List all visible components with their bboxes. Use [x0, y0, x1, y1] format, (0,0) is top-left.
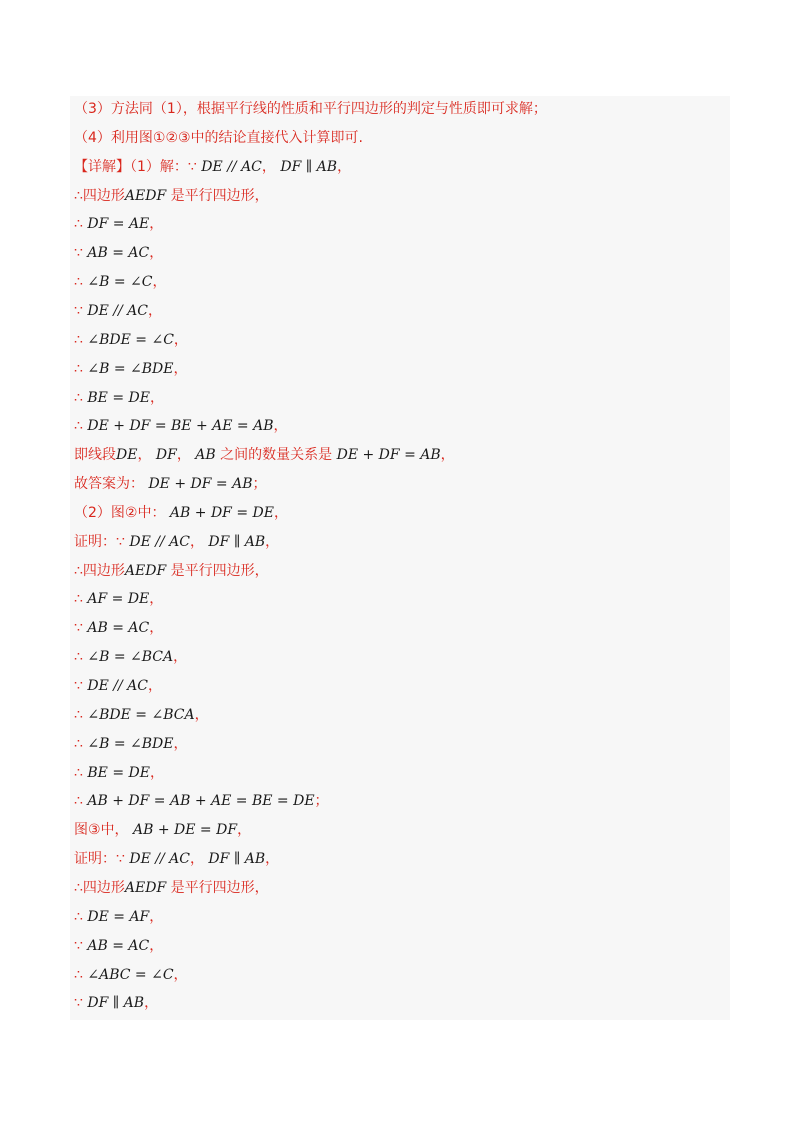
text-segment: ， — [265, 533, 280, 550]
logic-symbol: ∵ — [74, 995, 83, 1012]
text-segment: 【详解】 — [74, 158, 130, 175]
math-expression: DF ∥ AB — [203, 533, 266, 550]
logic-symbol: ∴ — [74, 591, 83, 608]
text-segment: ， — [152, 274, 167, 291]
math-expression: DE + DF = AB — [144, 476, 253, 493]
solution-line — [74, 847, 279, 871]
text-segment: ， — [149, 216, 164, 233]
solution-line — [74, 126, 363, 150]
logic-symbol: ∴ — [74, 793, 83, 810]
math-expression: DE // AC — [196, 158, 262, 175]
solution-line — [74, 905, 163, 929]
math-expression: ∠B = ∠BCA — [82, 649, 174, 666]
math-expression: DE = AF — [82, 908, 150, 925]
logic-symbol: ∴ — [74, 649, 83, 666]
text-segment: ， — [149, 764, 164, 781]
solution-line — [74, 184, 269, 208]
solution-line — [74, 732, 187, 756]
text-segment: 图③中， — [74, 822, 129, 839]
math-expression: DE + DF = BE + AE = AB — [82, 418, 274, 435]
text-segment: 故答案为： — [74, 476, 144, 493]
text-segment: ， — [337, 158, 352, 175]
logic-symbol: ∴ — [74, 331, 83, 348]
logic-symbol: ∴ — [74, 908, 83, 925]
logic-symbol: ∴ — [74, 706, 83, 723]
text-segment: ， — [189, 851, 204, 868]
solution-line — [74, 703, 209, 727]
text-segment: ， — [173, 735, 188, 752]
math-expression: ∠B = ∠BDE — [82, 735, 174, 752]
text-segment: 证明： — [74, 851, 116, 868]
math-expression: BE = DE — [82, 764, 150, 781]
text-segment: ， — [149, 937, 164, 954]
math-expression: AEDF — [124, 879, 167, 896]
solution-line — [74, 472, 267, 496]
text-segment: ， — [189, 533, 204, 550]
text-segment: ， — [440, 447, 455, 464]
math-expression: ∠BDE = ∠C — [82, 331, 174, 348]
solution-line — [74, 299, 162, 323]
logic-symbol: ∵ — [74, 245, 83, 262]
text-segment: 即线段 — [74, 447, 116, 464]
math-expression: AEDF — [124, 187, 167, 204]
text-segment: ， — [237, 822, 252, 839]
text-segment: ， — [149, 389, 164, 406]
solution-line — [74, 559, 269, 583]
solution-line — [74, 386, 164, 410]
text-segment: （3）方法同（1），根据平行线的性质和平行四边形的判定与性质即可求解； — [74, 101, 547, 117]
logic-symbol: ∵ — [187, 158, 197, 175]
text-segment: 之间的数量关系是 — [215, 447, 337, 464]
logic-symbol: ∵ — [116, 851, 125, 868]
text-segment: ， — [273, 418, 288, 435]
math-expression: DE // AC — [124, 533, 190, 550]
math-expression: AB = AC — [82, 245, 150, 262]
math-expression: DF = AE — [82, 216, 150, 233]
solution-line — [74, 761, 164, 785]
solution-line — [74, 587, 163, 611]
logic-symbol: ∴ — [74, 735, 83, 752]
text-segment: ， — [173, 649, 188, 666]
solution-line — [74, 270, 166, 294]
text-segment: ， — [144, 995, 159, 1012]
text-segment: 四边形 — [82, 187, 125, 204]
text-segment: ， — [149, 908, 164, 925]
logic-symbol: ∵ — [74, 302, 83, 319]
math-expression: AB + DF = AB + AE = BE = DE — [82, 793, 315, 810]
text-segment: ， — [173, 360, 188, 377]
math-expression: AEDF — [124, 562, 167, 579]
text-segment: 证明： — [74, 533, 116, 550]
text-segment: ， — [149, 620, 164, 637]
solution-line — [74, 241, 163, 265]
math-expression: DE — [116, 447, 138, 464]
text-segment: ， — [176, 447, 191, 464]
logic-symbol: ∵ — [74, 678, 83, 694]
logic-symbol: ∵ — [74, 937, 83, 954]
logic-symbol: ∴ — [74, 389, 83, 406]
text-segment: ； — [314, 793, 329, 810]
text-segment: 四边形 — [82, 562, 125, 579]
text-segment: ， — [147, 302, 162, 319]
logic-symbol: ∴ — [74, 360, 83, 377]
math-expression: DE // AC — [124, 851, 190, 868]
math-expression: BE = DE — [82, 389, 150, 406]
solution-line — [74, 155, 351, 179]
solution-line — [74, 991, 158, 1015]
logic-symbol: ∵ — [74, 620, 83, 637]
solution-line — [74, 501, 288, 525]
solution-line — [74, 357, 187, 381]
text-segment: ， — [261, 158, 276, 175]
solution-line — [74, 616, 163, 640]
solution-line — [74, 818, 251, 842]
logic-symbol: ∴ — [74, 966, 83, 983]
text-segment: ， — [137, 447, 152, 464]
text-segment: 四边形 — [82, 879, 125, 896]
logic-symbol: ∴ — [74, 216, 83, 233]
logic-symbol: ∴ — [74, 274, 83, 291]
logic-symbol: ∴ — [74, 879, 83, 896]
solution-line — [74, 645, 187, 669]
text-segment: （1）解： — [130, 158, 188, 175]
math-expression: DF — [151, 447, 177, 464]
text-segment: ， — [265, 851, 280, 868]
logic-symbol: ∴ — [74, 562, 83, 579]
math-expression: AB = AC — [82, 620, 150, 637]
math-expression: ∠B = ∠C — [82, 274, 153, 291]
math-expression: DE + DF = AB — [336, 447, 441, 464]
math-expression: DF ∥ AB — [275, 158, 338, 175]
text-segment: ， — [149, 245, 164, 262]
text-segment: 是平行四边形， — [166, 187, 269, 204]
math-expression: ∠BDE = ∠BCA — [82, 706, 195, 723]
text-segment: （4）利用图①②③中的结论直接代入计算即可. — [74, 129, 364, 146]
math-expression: AB + DF = DE — [165, 504, 274, 521]
text-segment: ， — [149, 591, 164, 608]
logic-symbol: ∵ — [116, 533, 125, 550]
text-segment: ； — [252, 476, 267, 493]
text-segment: ， — [273, 504, 288, 521]
solution-line — [74, 530, 279, 554]
math-expression: AB — [190, 447, 216, 464]
solution-line — [74, 414, 288, 438]
text-segment: （2）图②中： — [74, 504, 166, 521]
solution-line — [74, 934, 163, 958]
logic-symbol: ∴ — [74, 764, 83, 781]
math-expression: DF ∥ AB — [82, 995, 145, 1012]
logic-symbol: ∴ — [74, 187, 83, 204]
solution-line — [74, 674, 162, 698]
text-segment: ， — [194, 706, 209, 723]
text-segment: 是平行四边形， — [166, 879, 269, 896]
solution-line — [74, 97, 547, 121]
solution-line — [74, 212, 163, 236]
math-expression: AB + DE = DF — [128, 822, 238, 839]
math-expression: DE // AC — [82, 678, 148, 694]
math-expression: DF ∥ AB — [203, 851, 266, 868]
math-expression: AF = DE — [82, 591, 150, 608]
solution-line — [74, 876, 269, 900]
logic-symbol: ∴ — [74, 418, 83, 435]
text-segment: ， — [173, 331, 188, 348]
math-expression: ∠ABC = ∠C — [82, 966, 174, 983]
solution-line — [74, 328, 188, 352]
math-expression: ∠B = ∠BDE — [82, 360, 174, 377]
solution-line — [74, 789, 329, 813]
text-segment: ， — [147, 678, 162, 694]
solution-line — [74, 963, 188, 987]
math-expression: DE // AC — [82, 302, 148, 319]
math-expression: AB = AC — [82, 937, 150, 954]
text-segment: ， — [173, 966, 188, 983]
text-segment: 是平行四边形， — [166, 562, 269, 579]
solution-line — [74, 443, 455, 467]
